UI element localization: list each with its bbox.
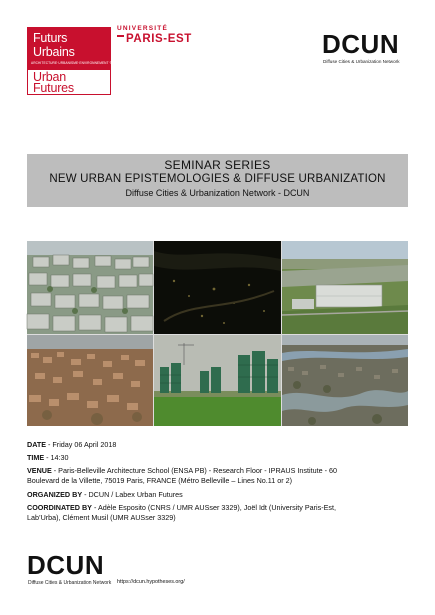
logo-text: PARIS-EST bbox=[126, 33, 192, 45]
logo-text: Futurs bbox=[33, 31, 68, 45]
dcun-logo-top bbox=[322, 30, 412, 66]
dcun-logo-word: DCUN bbox=[322, 29, 400, 59]
website-link[interactable]: https://dcun.hypotheses.org/ bbox=[117, 579, 185, 585]
logo-strap: ARCHITECTURE·URBANISME·ENVIRONNEMENT·TRANSPORT bbox=[31, 61, 131, 65]
network-subtitle: Diffuse Cities & Urbanization Network - DCUN bbox=[125, 188, 310, 198]
organized-value: - DCUN / Labex Urban Futures bbox=[82, 490, 183, 499]
coordinated-row bbox=[27, 503, 412, 522]
photo-dense-informal-city bbox=[27, 335, 153, 426]
seminar-series-title: SEMINAR SERIES bbox=[164, 158, 271, 172]
photo-industrial-warehouse-aerial bbox=[282, 241, 408, 334]
date-label: DATE bbox=[27, 440, 47, 449]
dcun-logo-word: DCUN bbox=[27, 550, 105, 580]
time-row bbox=[27, 453, 412, 463]
coordinated-value-line2: Lab’Urba), Clément Musil (UMR AUSser 3329) bbox=[27, 512, 176, 522]
seminar-topic-title: NEW URBAN EPISTEMOLOGIES & DIFFUSE URBANIZATION bbox=[49, 173, 386, 185]
logo-text: Urban bbox=[33, 70, 67, 84]
coordinated-label: COORDINATED BY bbox=[27, 503, 92, 512]
photo-grid bbox=[27, 241, 408, 426]
dcun-logo-subtitle: Diffuse Cities & Urbanization Network bbox=[28, 580, 112, 586]
venue-value-line1: - Paris-Belleville Architecture School (ENSA PB) - Research Floor - IPRAUS Institute - 60 bbox=[51, 466, 337, 475]
dcun-logo-bottom bbox=[27, 551, 227, 591]
logo-text: UNIVERSITÉ bbox=[117, 25, 169, 32]
coordinated-value-line1: - Adèle Esposito (CNRS / UMR AUSser 3329), Joël Idt (University Paris-Est, bbox=[91, 503, 337, 512]
date-row bbox=[27, 440, 412, 450]
logo-bar bbox=[117, 35, 124, 37]
logo-text: Urbains bbox=[33, 45, 75, 59]
futurs-urbains-logo-top bbox=[28, 28, 131, 70]
organized-label: ORGANIZED BY bbox=[27, 490, 83, 499]
logo-text: Futures bbox=[33, 81, 74, 95]
venue-value-line2: Boulevard de la Villette, 75019 Paris, FRANCE (Métro Belleville – Lines No.11 or 2) bbox=[27, 475, 292, 485]
futurs-urbains-logo bbox=[27, 27, 131, 95]
venue-label: VENUE bbox=[27, 466, 52, 475]
universite-paris-est-logo bbox=[117, 25, 207, 55]
photo-aerial-housing-blocks bbox=[27, 241, 153, 334]
venue-row bbox=[27, 466, 412, 485]
time-value: - 14:30 bbox=[44, 453, 69, 462]
photo-river-floodplain-settlement bbox=[282, 335, 408, 426]
title-band bbox=[27, 154, 408, 207]
date-value: - Friday 06 April 2018 bbox=[46, 440, 117, 449]
time-label: TIME bbox=[27, 453, 45, 462]
dcun-logo-subtitle: Diffuse Cities & Urbanization Network bbox=[323, 59, 400, 64]
photo-high-rise-towers-field bbox=[154, 335, 281, 426]
photo-night-satellite-view bbox=[154, 241, 281, 334]
organized-row bbox=[27, 490, 412, 500]
